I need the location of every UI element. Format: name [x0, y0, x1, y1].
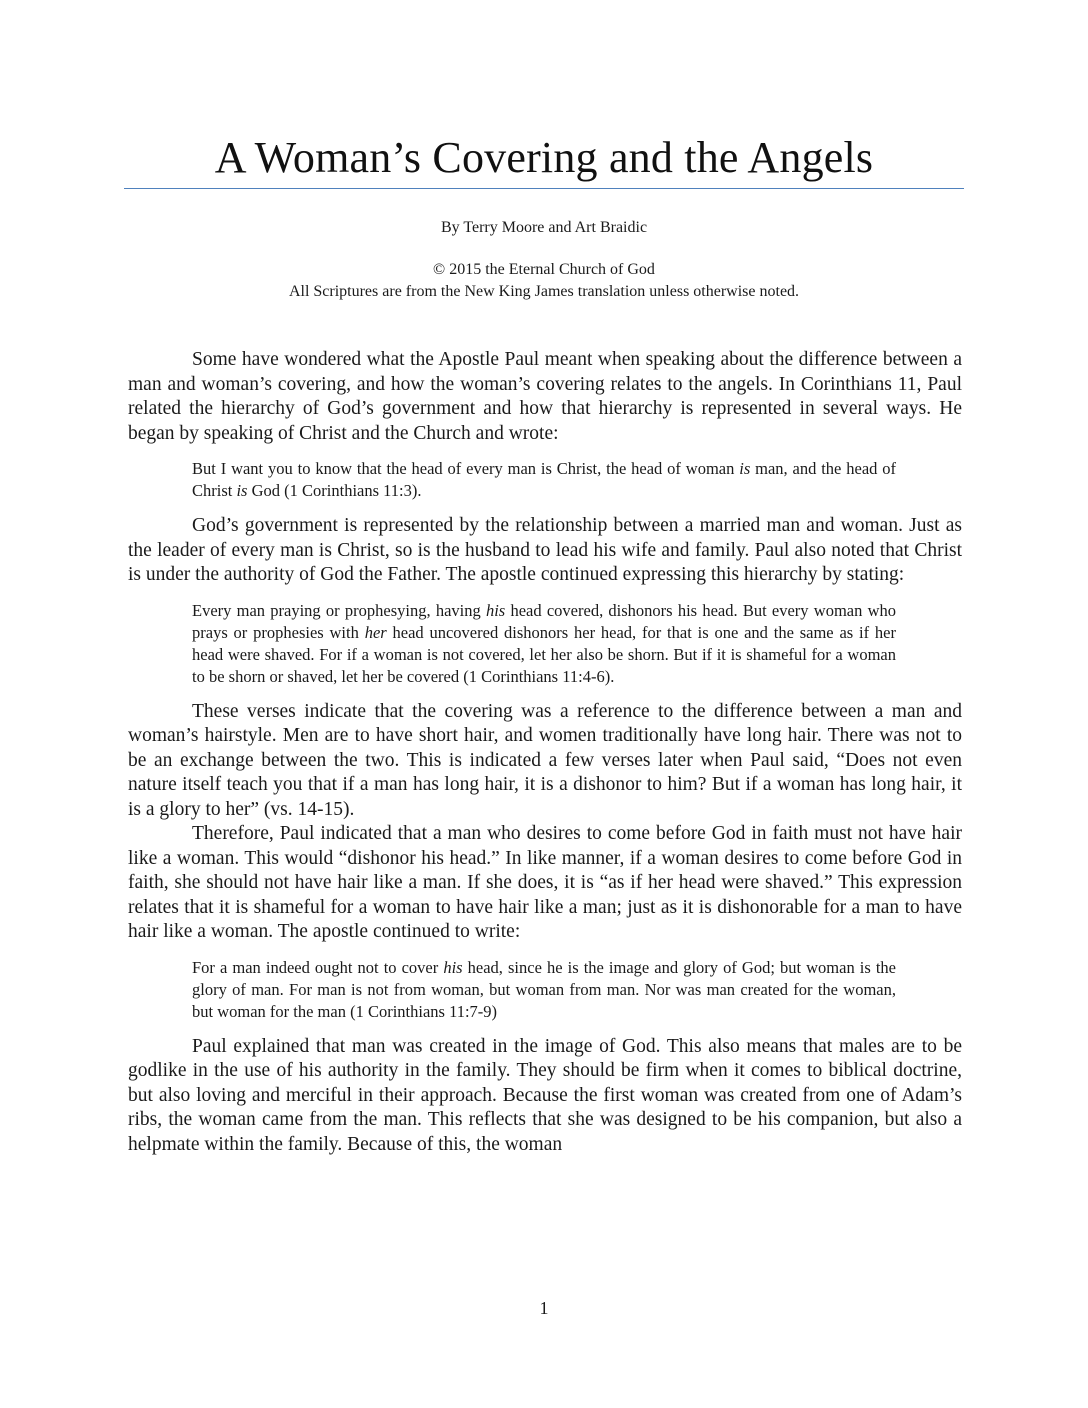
quote-text: For a man indeed ought not to cover — [192, 957, 444, 977]
body-paragraph: These verses indicate that the covering was a reference to the difference between a man and woman’s hairstyle. Men are to have short hair, and women traditionally have long hair. There was not to be an exchange between the two. This is indicated a few verses later when Paul said, “Does not even nature itself teach you that if a man has long hair, it is a dishonor to him? But if a woman has long hair, it is a glory to her” (vs. 14-15). — [128, 700, 962, 820]
quote-text: God (1 Corinthians 11:3). — [247, 481, 422, 500]
copyright-block — [124, 259, 964, 303]
quote-text: head uncovered dishonors her head, for that is one and the same as if her head were shaved. For if a woman is not covered, let her also be shorn. But if it is shameful for a woman to be shorn or shaved, let her be covered (1 Corinthians 11:4-6). — [192, 622, 896, 686]
quote-text: head covered, dishonors his head. But every woman who prays or prophesies with — [192, 600, 896, 642]
title-underline — [124, 188, 964, 189]
copyright-notice: © 2015 the Eternal Church of God — [433, 261, 655, 278]
body-paragraph: Some have wondered what the Apostle Paul meant when speaking about the difference between a man and woman’s covering, and how the woman’s covering relates to the angels. In Corinthians 11, Paul related the hierarchy of God’s government and how that hierarchy is represented in several ways. He began by speaking of Christ and the Church and wrote: — [128, 349, 962, 444]
quote-italic: is — [739, 459, 751, 478]
author-byline: By Terry Moore and Art Braidic — [440, 219, 648, 236]
quote-text: But I want you to know that the head of every man is Christ, the head of woman — [192, 459, 740, 478]
quote-italic: is — [236, 481, 248, 500]
quote-text: Every man praying or prophesying, having — [192, 600, 486, 620]
body-paragraph: Paul explained that man was created in the image of God. This also means that males are to be godlike in the use of his authority in the family. They should be firm when it comes to biblical doctrine, but also loving and merciful in their approach. Because the first woman was created from one of Adam’s ribs, the woman came from the man. This reflects that she was designed to be his companion, but also a helpmate within the family. Because of this, the woman — [128, 1035, 962, 1155]
quote-italic: his — [485, 600, 506, 620]
scripture-quote — [192, 957, 896, 1023]
scripture-translation-note: All Scriptures are from the New King James translation unless otherwise noted. — [288, 283, 800, 300]
document-body — [128, 348, 962, 1157]
page-number: 1 — [539, 1298, 549, 1318]
quote-text: head, since he is the image and glory of God; but woman is the glory of man. For man is not from woman, but woman from man. Nor was man created for the woman, but woman for the man (1 Corinthians 11:7-9) — [192, 957, 896, 1021]
body-paragraph: God’s government is represented by the relationship between a married man and woman. Just as the leader of every man is Christ, so is the husband to lead his wife and family. Paul also noted that Christ is under the authority of God the Father. The apostle continued expressing this hierarchy by stating: — [128, 515, 962, 585]
quote-italic: his — [443, 957, 463, 977]
scripture-quote — [192, 458, 896, 502]
quote-italic: her — [364, 622, 387, 642]
scripture-quote — [192, 600, 896, 688]
quote-text: man, and the head of Christ — [192, 459, 897, 500]
document-title: A Woman’s Covering and the Angels — [214, 133, 874, 182]
body-paragraph: Therefore, Paul indicated that a man who desires to come before God in faith must not have hair like a woman. This would “dishonor his head.” In like manner, if a woman desires to come before God in faith, she should not have hair like a man. If she does, it is “as if her head were shaved.” This expression relates that it is shameful for a woman to have hair like a man; just as it is dishonorable for a man to have hair like a woman. The apostle continued to write: — [128, 823, 962, 942]
